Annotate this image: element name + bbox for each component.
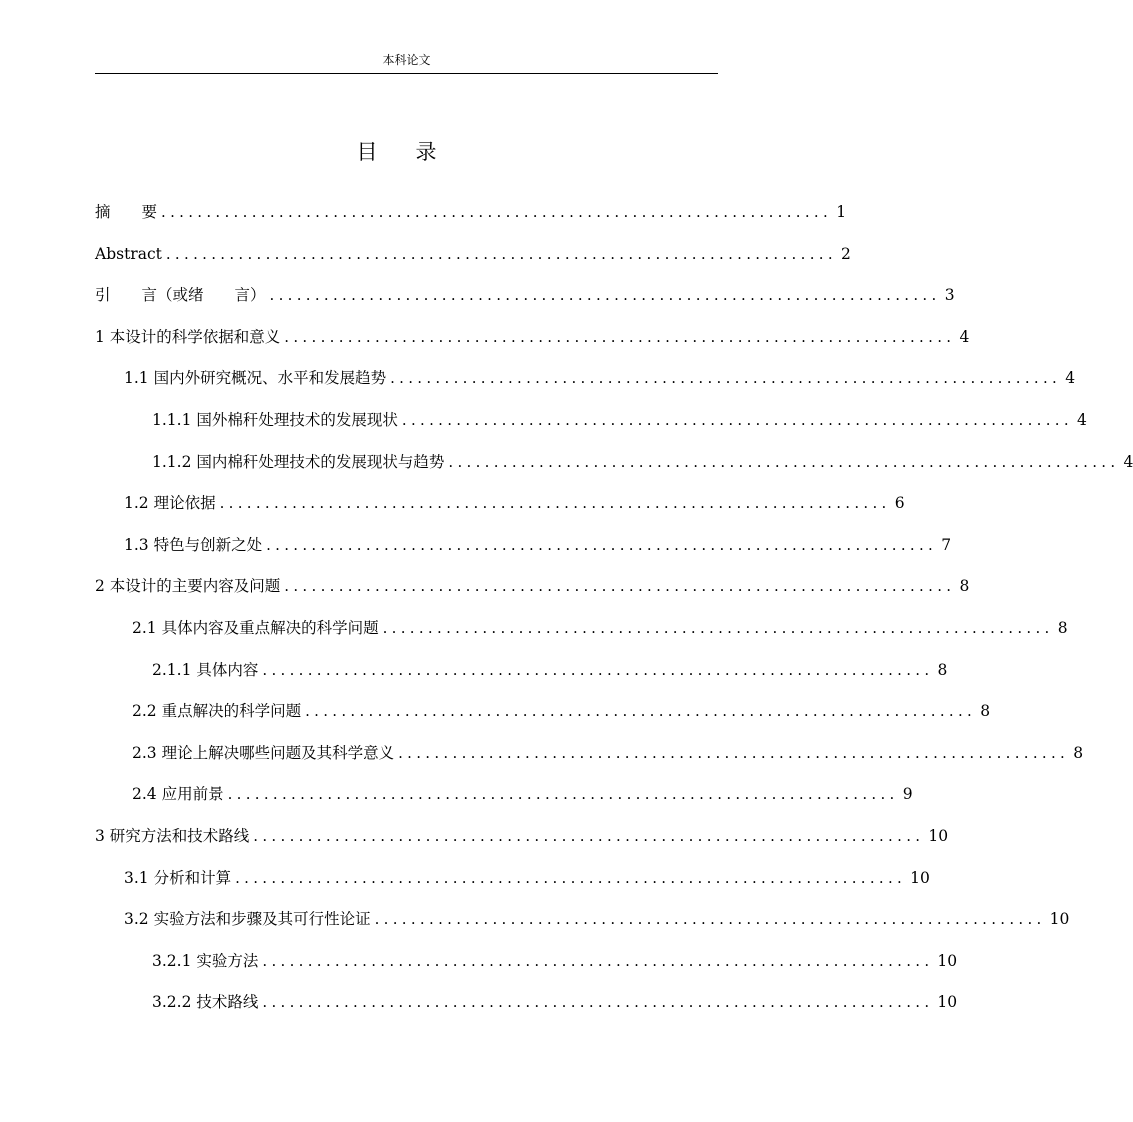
toc-entry-label: 2.3 理论上解决哪些问题及其科学意义 bbox=[132, 743, 395, 762]
toc-dot-leader: .......................................................................... bbox=[382, 619, 1054, 637]
toc-dot-leader: .......................................................................... bbox=[266, 535, 938, 554]
toc-entry-page: 4 bbox=[959, 327, 970, 346]
toc-entry[interactable] bbox=[124, 533, 952, 557]
toc-entry-page: 10 bbox=[928, 827, 949, 845]
toc-entry-label: 2.1 具体内容及重点解决的科学问题 bbox=[132, 619, 379, 637]
toc-entry-label: 2 本设计的主要内容及问题 bbox=[95, 577, 281, 596]
toc-dot-leader: .......................................................................... bbox=[390, 369, 1062, 388]
toc-entry-page: 8 bbox=[937, 660, 948, 679]
toc-dot-leader: .......................................................................... bbox=[262, 660, 934, 679]
toc-entry-label: 1.1 国内外研究概况、水平和发展趋势 bbox=[124, 369, 387, 388]
toc-entry-label: Abstract bbox=[95, 244, 162, 263]
toc-entry-page: 10 bbox=[910, 868, 930, 887]
toc-entry-page: 8 bbox=[1073, 743, 1084, 762]
toc-entry[interactable] bbox=[132, 782, 913, 806]
toc-dot-leader: .......................................................................... bbox=[165, 244, 837, 263]
toc-entry-page: 4 bbox=[1065, 369, 1076, 388]
toc-entry[interactable] bbox=[95, 200, 847, 224]
toc-entry-label: 2.1.1 具体内容 bbox=[152, 660, 259, 679]
toc-entry-label: 1.3 特色与创新之处 bbox=[124, 535, 263, 554]
toc-entry[interactable] bbox=[95, 325, 970, 349]
toc-entry-page: 3 bbox=[944, 286, 955, 305]
toc-entry[interactable] bbox=[124, 491, 905, 515]
toc-dot-leader: .......................................................................... bbox=[398, 743, 1070, 762]
toc-entry-page: 8 bbox=[980, 702, 991, 721]
toc-entry[interactable] bbox=[95, 242, 851, 266]
toc-dot-leader: .......................................................................... bbox=[253, 827, 925, 845]
toc-entry-page: 7 bbox=[941, 535, 952, 554]
toc-dot-leader: .......................................................................... bbox=[161, 203, 833, 221]
toc-entry-page: 10 bbox=[937, 951, 958, 970]
toc-title-right: 录 bbox=[415, 140, 437, 164]
toc-dot-leader: .......................................................................... bbox=[219, 494, 891, 513]
toc-entry-label: 2.4 应用前景 bbox=[132, 785, 224, 804]
toc-dot-leader: .......................................................................... bbox=[284, 327, 956, 346]
toc-entry[interactable] bbox=[95, 574, 970, 598]
toc-entry[interactable] bbox=[152, 450, 1133, 474]
toc-entry-page: 8 bbox=[959, 577, 970, 596]
toc-entry-label: 3 研究方法和技术路线 bbox=[95, 827, 250, 845]
toc-entry[interactable] bbox=[124, 866, 930, 890]
toc-entry[interactable] bbox=[132, 699, 991, 723]
toc-dot-leader: .......................................................................... bbox=[269, 286, 941, 305]
toc-dot-leader: .......................................................................... bbox=[401, 411, 1073, 429]
toc-entry[interactable] bbox=[152, 949, 958, 973]
toc-entry-label: 摘 要 bbox=[95, 203, 158, 221]
toc-dot-leader: .......................................................................... bbox=[374, 910, 1046, 929]
toc-title bbox=[0, 138, 793, 166]
toc-entry-label: 3.1 分析和计算 bbox=[124, 868, 232, 887]
toc-entry-label: 1 本设计的科学依据和意义 bbox=[95, 327, 281, 346]
toc-entry-label: 3.2 实验方法和步骤及其可行性论证 bbox=[124, 910, 371, 929]
toc-dot-leader: .......................................................................... bbox=[284, 577, 956, 596]
toc-entry-page: 1 bbox=[836, 203, 847, 221]
toc-entry-page: 9 bbox=[902, 785, 913, 804]
toc-entry[interactable] bbox=[124, 907, 1070, 931]
toc-entry[interactable] bbox=[152, 658, 948, 682]
toc-entry[interactable] bbox=[132, 616, 1068, 640]
toc-dot-leader: .......................................................................... bbox=[305, 702, 977, 721]
toc-entry-page: 6 bbox=[894, 494, 905, 513]
toc-entry[interactable] bbox=[124, 366, 1076, 390]
toc-dot-leader: .......................................................................... bbox=[262, 993, 934, 1012]
toc-entry-label: 3.2.1 实验方法 bbox=[152, 951, 259, 970]
toc-entry-label: 1.2 理论依据 bbox=[124, 494, 216, 513]
toc-entry-label: 引 言（或绪 言） bbox=[95, 286, 266, 305]
toc-dot-leader: .......................................................................... bbox=[227, 785, 899, 804]
toc-entry[interactable] bbox=[95, 824, 949, 848]
toc-entry-page: 8 bbox=[1057, 619, 1068, 637]
toc-entry[interactable] bbox=[95, 283, 955, 307]
header-rule bbox=[95, 73, 718, 74]
page-header: 本科论文 bbox=[382, 53, 431, 67]
toc-entry-label: 3.2.2 技术路线 bbox=[152, 993, 259, 1012]
toc-entry-page: 4 bbox=[1123, 452, 1133, 471]
toc-entry-label: 1.1.1 国外棉秆处理技术的发展现状 bbox=[152, 411, 398, 429]
toc-entry-page: 10 bbox=[1049, 910, 1070, 929]
toc-entry-page: 2 bbox=[841, 244, 851, 263]
toc-title-left: 目 bbox=[356, 140, 378, 164]
toc-entry[interactable] bbox=[152, 990, 958, 1014]
toc-dot-leader: .......................................................................... bbox=[448, 452, 1120, 471]
toc-entry-label: 2.2 重点解决的科学问题 bbox=[132, 702, 302, 721]
toc-entry-page: 10 bbox=[937, 993, 958, 1012]
toc-entry[interactable] bbox=[152, 408, 1087, 432]
toc-dot-leader: .......................................................................... bbox=[235, 868, 907, 887]
toc-dot-leader: .......................................................................... bbox=[262, 951, 934, 970]
toc-entry[interactable] bbox=[132, 741, 1084, 765]
toc-entry-label: 1.1.2 国内棉秆处理技术的发展现状与趋势 bbox=[152, 452, 445, 471]
toc-entry-page: 4 bbox=[1077, 411, 1087, 429]
